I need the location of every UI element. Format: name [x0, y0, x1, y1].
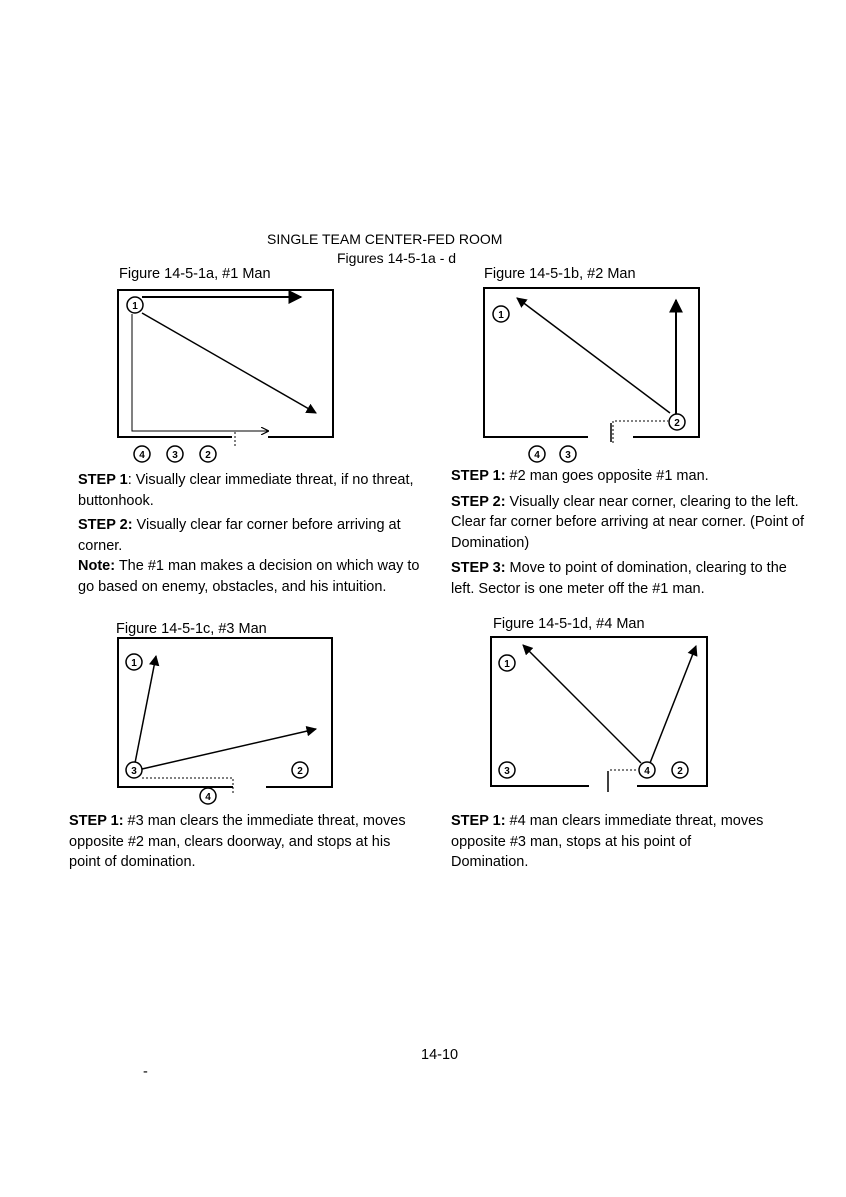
figure-b-caption: Figure 14-5-1b, #2 Man [484, 266, 636, 282]
svg-text:4: 4 [534, 450, 540, 461]
figure-d-room [491, 637, 707, 792]
figure-d-steps [451, 811, 771, 873]
step-a-1: STEP 1: Visually clear immediate threat, if no threat, buttonhook. [78, 472, 414, 509]
svg-text:2: 2 [297, 766, 303, 777]
figure-a-caption: Figure 14-5-1a, #1 Man [119, 266, 271, 282]
arrow-a-buttonhook [132, 314, 268, 431]
footer-mark: - [143, 1064, 148, 1080]
arrow-a-diagonal [142, 313, 316, 413]
arrow-c-right [142, 729, 316, 769]
figure-a-steps [78, 470, 430, 597]
man-2-marker-a [200, 446, 216, 462]
step-b-1: STEP 1: #2 man goes opposite #1 man. [451, 468, 709, 484]
man-3-marker-b [560, 446, 576, 462]
figure-d-caption: Figure 14-5-1d, #4 Man [493, 616, 645, 632]
svg-text:1: 1 [132, 301, 138, 312]
svg-text:2: 2 [674, 418, 680, 429]
man-3-marker-d [499, 762, 515, 778]
man-3-marker-c [126, 762, 142, 778]
svg-text:4: 4 [644, 766, 650, 777]
man-2-marker-d [672, 762, 688, 778]
page-title: SINGLE TEAM CENTER-FED ROOM [267, 231, 503, 247]
man-1-marker-a [127, 297, 143, 313]
svg-text:1: 1 [131, 658, 137, 669]
svg-text:4: 4 [205, 792, 211, 803]
man-1-marker-b [493, 306, 509, 322]
arrow-d-diagonal [523, 645, 641, 763]
man-4-marker-d [639, 762, 655, 778]
svg-text:3: 3 [504, 766, 510, 777]
svg-text:1: 1 [504, 659, 510, 670]
man-2-marker-c [292, 762, 308, 778]
man-4-marker-a [134, 446, 150, 462]
step-c-1: STEP 1: #3 man clears the immediate threat, moves opposite #2 man, clears doorway, and stops at his point of domination. [69, 813, 406, 870]
figure-c-steps [69, 811, 414, 873]
step-a-note: Note: The #1 man makes a decision on which way to go based on enemy, obstacles, and his intuition. [78, 558, 420, 595]
figure-b-steps [451, 466, 811, 599]
man-4-marker-b [529, 446, 545, 462]
svg-text:4: 4 [139, 450, 145, 461]
man-1-marker-d [499, 655, 515, 671]
svg-text:1: 1 [498, 310, 504, 321]
svg-text:3: 3 [565, 450, 571, 461]
man-4-marker-c [200, 788, 216, 804]
step-a-2: STEP 2: Visually clear far corner before arriving at corner. [78, 517, 401, 554]
step-d-1: STEP 1: #4 man clears immediate threat, moves opposite #3 man, stops at his point of Domination. [451, 813, 764, 870]
figure-a-room [118, 290, 333, 462]
arrow-b-diagonal [517, 298, 670, 413]
arrow-d-up-right [650, 646, 696, 763]
svg-text:3: 3 [131, 766, 137, 777]
figure-c-room [118, 638, 332, 804]
step-b-2: STEP 2: Visually clear near corner, clearing to the left. Clear far corner before arriving at near corner. (Point of Domination) [451, 493, 804, 551]
arrow-c-up [135, 656, 156, 763]
man-3-marker-a [167, 446, 183, 462]
figure-c-caption: Figure 14-5-1c, #3 Man [116, 621, 267, 637]
step-b-3: STEP 3: Move to point of domination, clearing to the left. Sector is one meter off the #1 man. [451, 560, 787, 597]
figure-b-room [484, 288, 699, 462]
man-1-marker-c [126, 654, 142, 670]
page-subtitle: Figures 14-5-1a - d [337, 250, 457, 266]
svg-text:2: 2 [205, 450, 211, 461]
page-number: 14-10 [421, 1047, 459, 1063]
man-2-marker-b [669, 414, 685, 430]
svg-text:3: 3 [172, 450, 178, 461]
svg-text:2: 2 [677, 766, 683, 777]
